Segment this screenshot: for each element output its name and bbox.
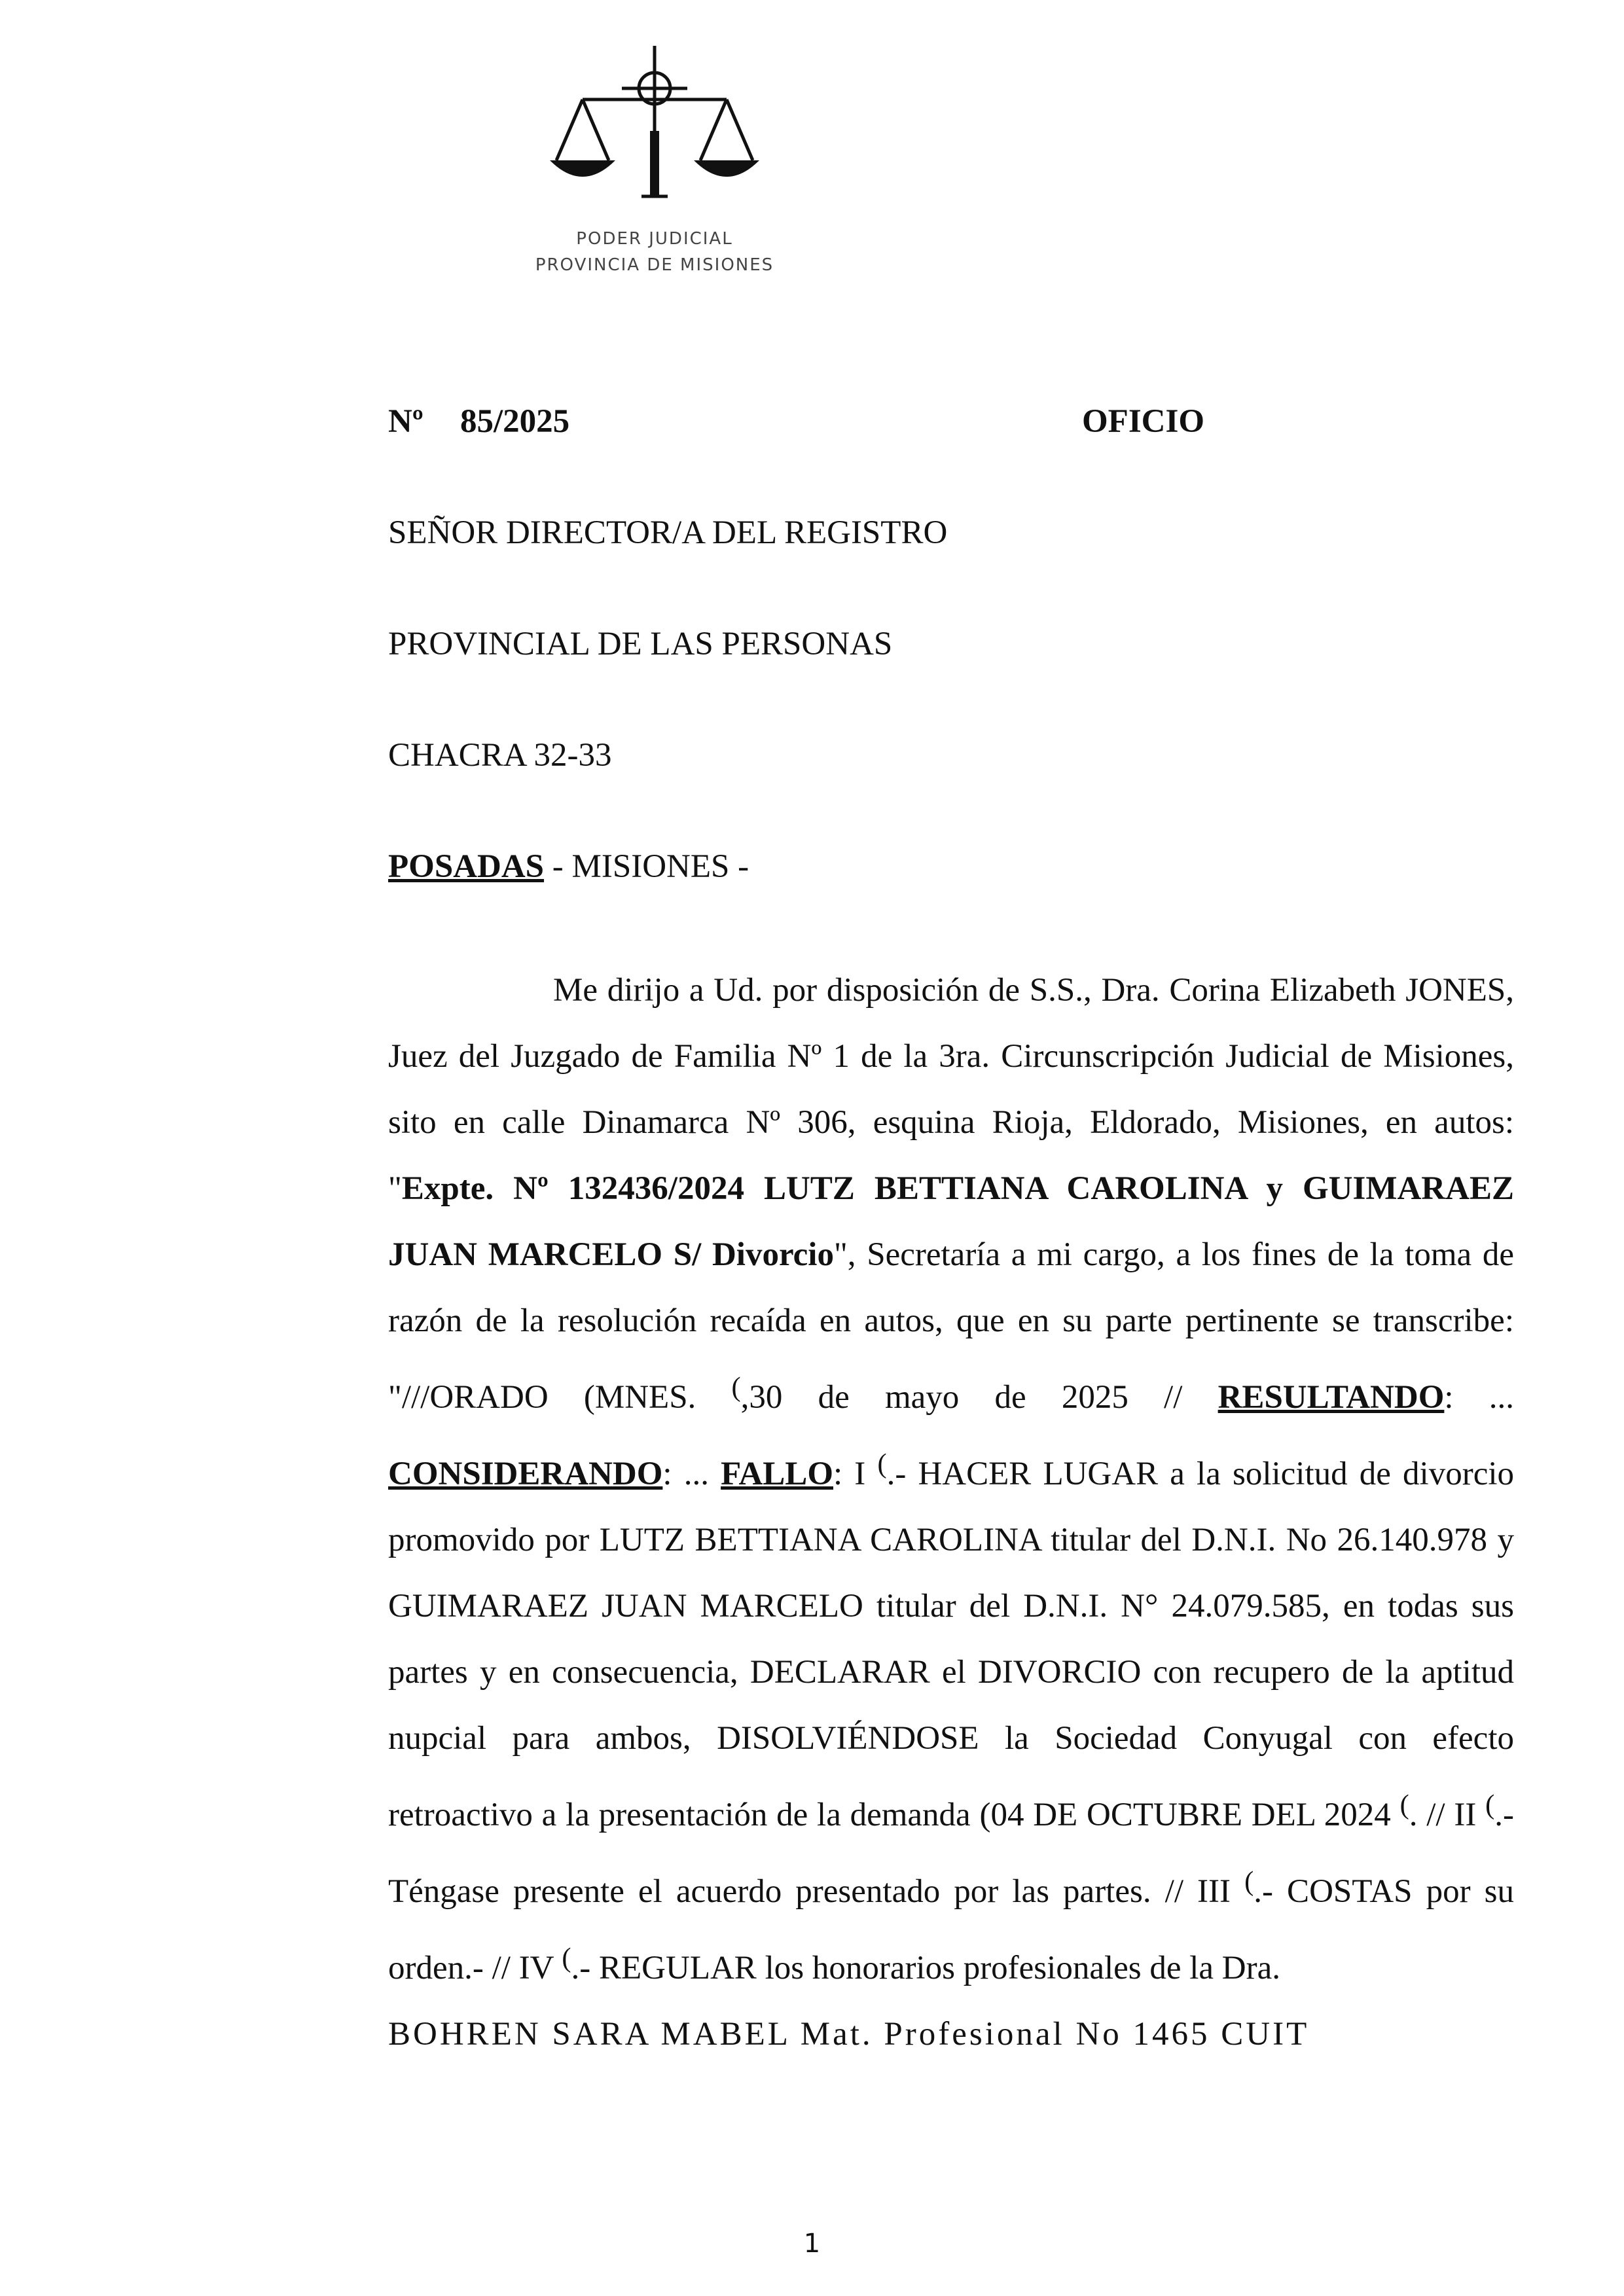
body-text-7: .- COSTAS por su orden.- // IV [388,1873,1515,1986]
document-type: OFICIO [1082,403,1205,440]
scales-of-justice-icon [543,39,766,209]
mark: ( [1244,1866,1254,1897]
document-number: 85/2025 [460,403,570,440]
addressee-province: - MISIONES - [544,848,749,885]
addressee-line-2: PROVINCIAL DE LAS PERSONAS [388,626,893,662]
body-text-5: : I [833,1456,878,1492]
body-text-2: ", Secretaría a mi cargo, a los fines de la toma de razón de la resolución recaída en autos, que en su parte pertinente se transcribe: "///ORADO (MNES. [388,1236,1514,1416]
mark: ( [1485,1789,1495,1820]
mark: ( [877,1448,887,1479]
body-text-3: : ... [1444,1379,1515,1416]
body-text-6: . // II [1409,1797,1486,1833]
body-text-1: Me dirijo a Ud. por disposición de S.S., Dra. Corina Elizabeth JONES, Juez del Juzgado de Familia Nº 1 de la 3ra. Circunscripción Judicial de Misiones, sito en calle Dinamarca Nº 306, esquina Rioja, Eldorado, Misiones, en autos: " [388,972,1514,1207]
addressee-city-line [388,848,749,886]
body-text-5b: .- HACER LUGAR a la solicitud de divorcio promovido por LUTZ BETTIANA CAROLINA titular del D.N.I. No 26.140.978 y GUIMARAEZ JUAN MARCELO titular del D.N.I. N° 24.079.585, en todas sus partes y en consecuencia, DECLARAR el DIVORCIO con recupero de la aptitud nupcial para ambos, DISOLVIÉNDOSE la Sociedad Conyugal con efecto retroactivo a la presentación de la demanda (04 DE OCTUBRE DEL 2024 [388,1456,1514,1833]
addressee-line-3: CHACRA 32-33 [388,737,612,774]
mark: ( [562,1943,571,1973]
mark: ( [731,1372,741,1403]
court-logo [511,39,799,288]
body-last-line: BOHREN SARA MABEL Mat. Profesional No 1465 CUIT [388,2016,1310,2053]
considerando-heading: CONSIDERANDO [388,1456,663,1492]
addressee-line-1: SEÑOR DIRECTOR/A DEL REGISTRO [388,514,948,551]
body-text-2b: ,30 de mayo de 2025 // [740,1379,1218,1416]
addressee-city: POSADAS [388,848,545,885]
body-text-6b: .- Téngase presente el acuerdo presentado por las partes. // III [388,1797,1514,1910]
number-label: Nº [388,403,424,440]
logo-text-poder-judicial: PODER JUDICIAL [576,229,733,249]
logo-text-provincia: PROVINCIA DE MISIONES [535,255,774,275]
mark: ( [1399,1789,1409,1820]
page-number: 1 [803,2229,821,2259]
resultando-heading: RESULTANDO [1218,1379,1445,1416]
body-paragraph [388,958,1514,2068]
body-text-4: : ... [662,1456,721,1492]
case-reference: Expte. Nº 132436/2024 LUTZ BETTIANA CAROLINA y GUIMARAEZ JUAN MARCELO S/ Divorcio [388,1170,1514,1273]
fallo-heading: FALLO [721,1456,833,1492]
body-text-8: .- REGULAR los honorarios profesionales de la Dra. [571,1950,1281,1986]
